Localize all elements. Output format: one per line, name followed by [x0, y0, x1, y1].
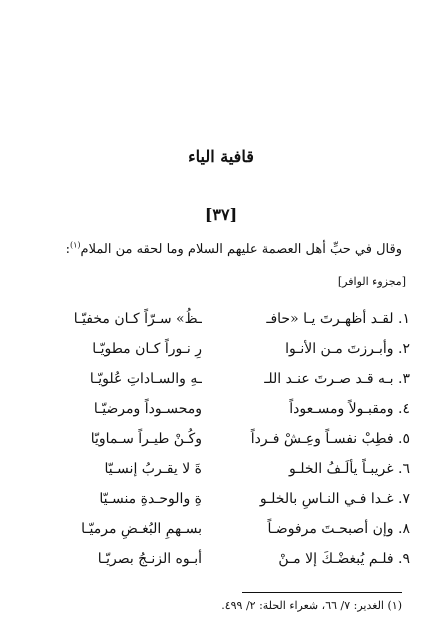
verse: [30, 334, 410, 364]
verse-first-hemistich: ٥. فطِبْ نفسـاً وعِـشْ فـرداً: [250, 431, 410, 447]
footnote: (١) الغدير: ٧/ ٦٦، شعراء الحلة: ٢/ ٤٩٩.: [221, 599, 402, 612]
verse-second-hemistich: ةِ والوحـدةِ منسـيّا: [99, 491, 202, 507]
verse-second-hemistich: ةَ لا يقـربُ إنسـيّا: [104, 461, 202, 477]
footnote-divider: [242, 592, 402, 593]
verse-second-hemistich: أبـوه الزنـجُ بصريّـا: [97, 551, 202, 567]
verse-first-hemistich: ٤. ومقبـولاً ومسـعوداً: [289, 401, 410, 417]
verse-first-hemistich: ٨. وإن أصبحـتَ مرفوضـاً: [267, 521, 410, 537]
verse-first-hemistich: ٣. بـه قـد صـرتَ عنـد اللـ: [264, 371, 410, 387]
verse-first-hemistich: ٦. غريبـاً يألَـفُ الخلـو: [288, 461, 410, 477]
verse-first-hemistich: ٢. وأبـرزتَ مـن الأنـوا: [285, 341, 410, 357]
poem-intro-text: وقال في حبِّ أهل العصمة عليهم السلام وما لحقه من الملام: [80, 242, 402, 257]
verse: [30, 484, 410, 514]
verse: [30, 364, 410, 394]
verse-second-hemistich: وكُـنْ طيـراً سـماويّا: [90, 431, 202, 447]
chapter-title: قافية الياء: [188, 147, 254, 166]
poem-meter: [مجزوء الوافر]: [337, 275, 406, 288]
verse-first-hemistich: ١. لقـد أظهـرتَ يـا «حافـ: [266, 311, 410, 327]
poem-intro: وقال في حبِّ أهل العصمة عليهم السلام وما لحقه من الملام$^{(١)}$:: [65, 240, 402, 257]
verse-first-hemistich: ٩. فلـم يُبغضْـكَ إلا مـنْ: [278, 551, 410, 567]
verse: [30, 454, 410, 484]
verse-first-hemistich: ٧. غـدا فـي النـاسِ بالخلـو: [259, 491, 410, 507]
verse-second-hemistich: بسـهمِ البُغـضِ مرميّـا: [81, 521, 202, 537]
verse: [30, 514, 410, 544]
poem-number: [٣٧]: [204, 205, 238, 224]
verse-list: [30, 304, 410, 574]
verse-second-hemistich: رِ نـوراً كـان مطويّـا: [92, 341, 202, 357]
footnote-reference: (١): [70, 240, 81, 250]
verse: [30, 544, 410, 574]
verse: [30, 304, 410, 334]
verse-second-hemistich: ـظُ» سـرّاً كـان مخفيّـا: [73, 311, 202, 327]
verse-second-hemistich: ـهِ والسـاداتِ عُلويّـا: [89, 371, 202, 387]
verse-second-hemistich: ومحسـوداً ومرضيّـا: [93, 401, 202, 417]
verse: [30, 394, 410, 424]
verse: [30, 424, 410, 454]
